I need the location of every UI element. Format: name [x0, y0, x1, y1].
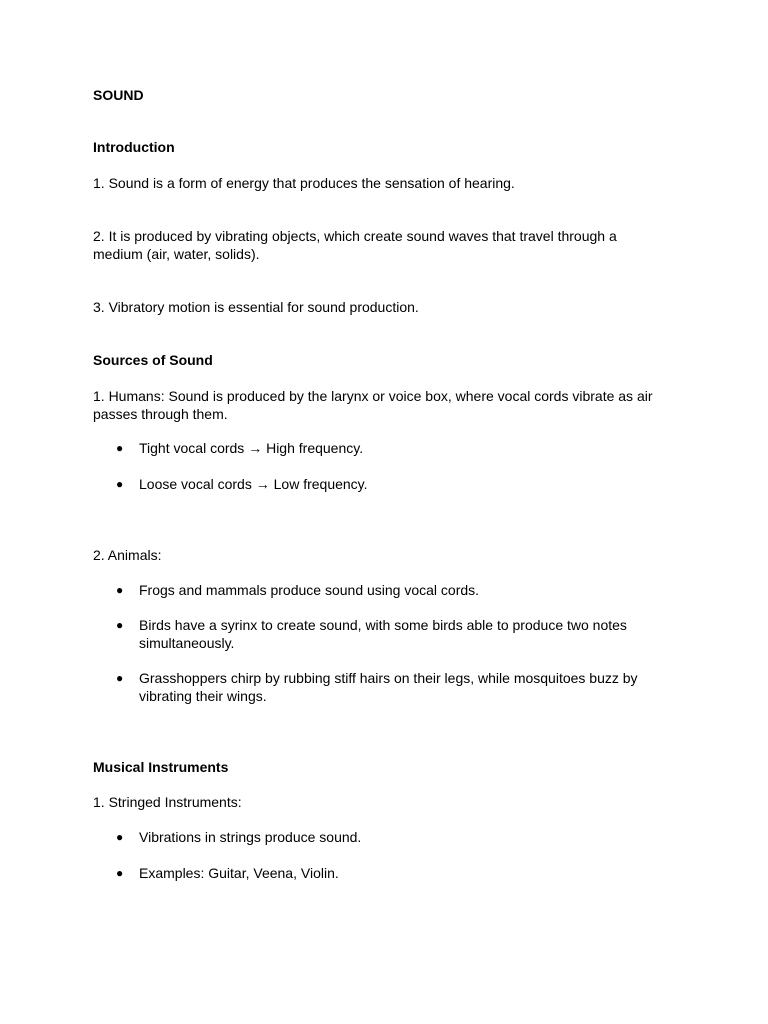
intro-paragraph-1: 1. Sound is a form of energy that produces the sensation of hearing. [93, 175, 515, 191]
list-item-text: Vibrations in strings produce sound. [139, 829, 362, 845]
bullet-icon: ● [116, 441, 124, 455]
bullet-icon: ● [116, 866, 124, 880]
bullet-icon: ● [116, 477, 124, 491]
list-item-text: Birds have a syrinx to create sound, with some birds able to produce two notes simultaneously. [139, 617, 627, 651]
bullet-icon: ● [116, 830, 124, 844]
list-item-text: Loose vocal cords → Low frequency. [139, 476, 368, 492]
list-item-text: Tight vocal cords → High frequency. [139, 440, 364, 456]
bullet-icon: ● [116, 583, 124, 597]
intro-paragraph-2: 2. It is produced by vibrating objects, which create sound waves that travel through a medium (air, water, solids). [93, 228, 617, 262]
sources-animals-paragraph: 2. Animals: [93, 547, 162, 563]
bullet-icon: ● [116, 618, 124, 632]
sources-humans-paragraph: 1. Humans: Sound is produced by the larynx or voice box, where vocal cords vibrate as air passes through them. [93, 388, 653, 422]
instruments-stringed-paragraph: 1. Stringed Instruments: [93, 794, 242, 810]
list-item-text: Frogs and mammals produce sound using vocal cords. [139, 582, 480, 598]
list-item-text: Grasshoppers chirp by rubbing stiff hairs on their legs, while mosquitoes buzz by vibrating their wings. [139, 670, 638, 704]
doc-title: SOUND [93, 87, 144, 103]
list-item-text: Examples: Guitar, Veena, Violin. [139, 865, 339, 881]
section-heading-introduction: Introduction [93, 139, 175, 155]
bullet-icon: ● [116, 671, 124, 685]
section-heading-sources: Sources of Sound [93, 352, 213, 368]
section-heading-instruments: Musical Instruments [93, 759, 229, 775]
document-page [93, 0, 673, 1024]
intro-paragraph-3: 3. Vibratory motion is essential for sound production. [93, 299, 419, 315]
